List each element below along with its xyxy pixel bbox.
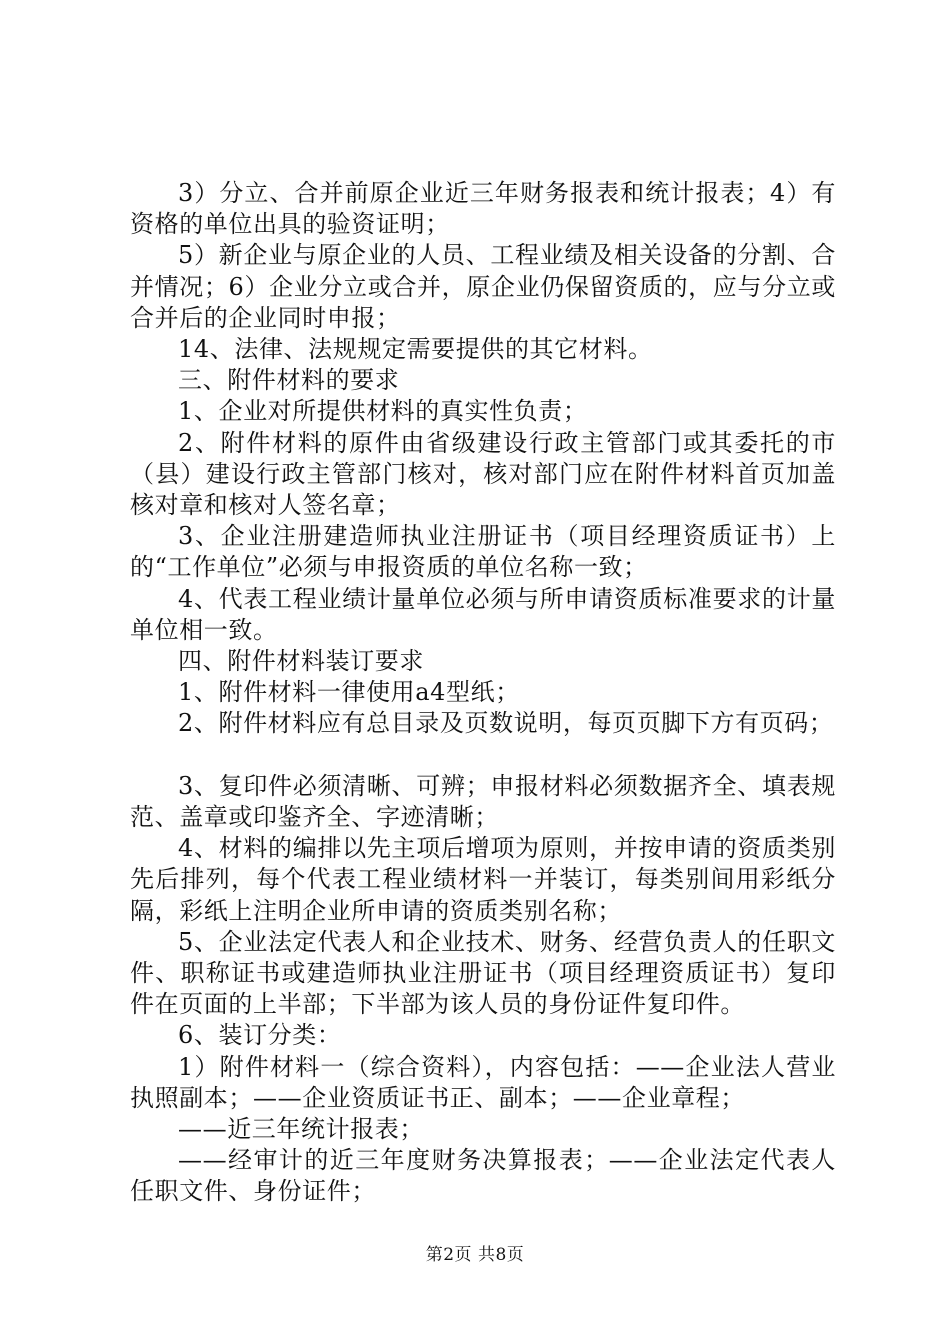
paragraph-statistical-reports: ——近三年统计报表； <box>178 1115 424 1144</box>
section-heading-3: 三、附件材料的要求 <box>178 366 400 395</box>
paragraph-ordering: 4、材料的编排以先主项后增项为原则，并按申请的资质类别先后排列，每个代表工程业绩材料一并装订，每类别间用彩纸分隔，彩纸上注明企业所申请的资质类别名称； <box>130 834 836 925</box>
section-heading-4: 四、附件材料装订要求 <box>178 647 424 676</box>
page-number-footer: 第2页 共8页 <box>425 1245 525 1265</box>
blank-line <box>130 740 836 771</box>
paragraph-new-enterprise-division: 5）新企业与原企业的人员、工程业绩及相关设备的分割、合并情况；6）企业分立或合并，原企业仍保留资质的，应与分立或合并后的企业同时申报； <box>130 241 836 332</box>
paragraph-attachment-one: 1）附件材料一（综合资料），内容包括：——企业法人营业执照副本；——企业资质证书正、副本；——企业章程； <box>130 1052 836 1112</box>
paragraph-binding-categories: 6、装订分类： <box>178 1021 342 1050</box>
paragraph-a4-paper: 1、附件材料一律使用a4型纸； <box>178 678 520 707</box>
paragraph-personnel-documents: 5、企业法定代表人和企业技术、财务、经营负责人的任职文件、职称证书或建造师执业注册证书（项目经理资质证书）复印件在页面的上半部；下半部为该人员的身份证件复印件。 <box>130 927 836 1019</box>
paragraph-table-of-contents: 2、附件材料应有总目录及页数说明，每页页脚下方有页码； <box>178 709 834 738</box>
document-body <box>130 178 836 1208</box>
paragraph-original-verification: 2、附件材料的原件由省级建设行政主管部门或其委托的市（县）建设行政主管部门核对，核对部门应在附件材料首页加盖核对章和核对人签名章； <box>130 428 836 520</box>
paragraph-audited-financials: ——经审计的近三年度财务决算报表；——企业法定代表人任职文件、身份证件； <box>130 1146 836 1206</box>
paragraph-copies-clear: 3、复印件必须清晰、可辨；申报材料必须数据齐全、填表规范、盖章或印鉴齐全、字迹清晰； <box>130 771 836 832</box>
paragraph-authenticity: 1、企业对所提供材料的真实性负责； <box>178 397 588 426</box>
paragraph-measurement-unit: 4、代表工程业绩计量单位必须与所申请资质标准要求的计量单位相一致。 <box>130 584 836 644</box>
paragraph-other-materials: 14、法律、法规规定需要提供的其它材料。 <box>178 335 653 364</box>
paragraph-work-unit-consistency: 3、企业注册建造师执业注册证书（项目经理资质证书）上的“工作单位”必须与申报资质的单位名称一致； <box>130 522 836 582</box>
paragraph-split-merge-reports: 3）分立、合并前原企业近三年财务报表和统计报表；4）有资格的单位出具的验资证明； <box>130 179 836 239</box>
